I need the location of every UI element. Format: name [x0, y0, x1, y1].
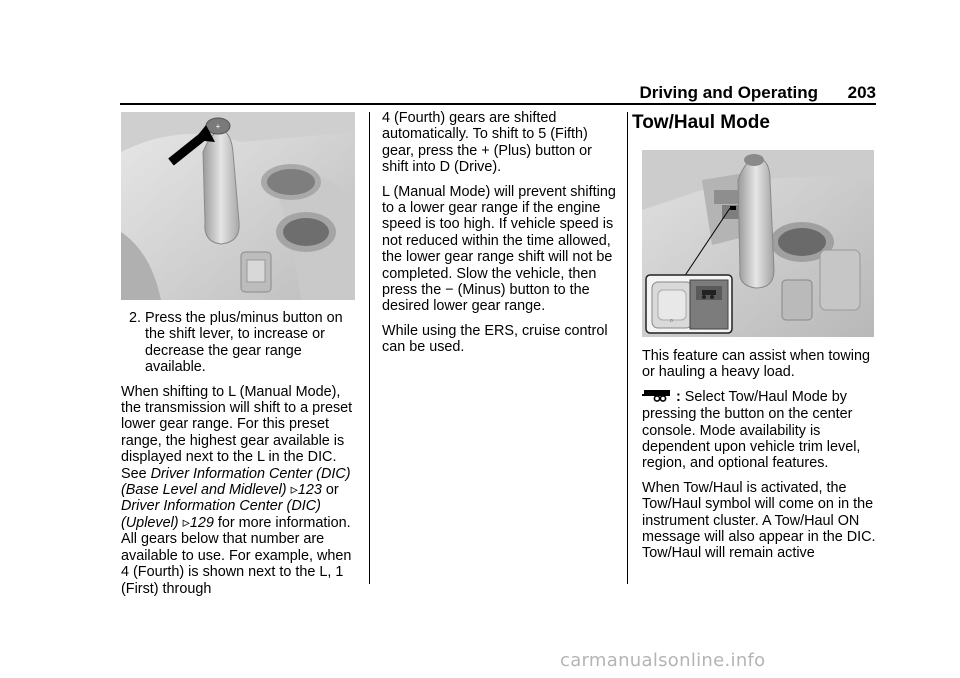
watermark: carmanualsonline.info: [560, 650, 766, 671]
xref-page-123[interactable]: 123: [297, 482, 322, 499]
section-title: Driving and Operating: [639, 83, 818, 102]
manual-mode-prevent-paragraph: L (Manual Mode) will prevent shifting to a lower gear range if the engine speed is too high. If vehicle speed is not reduced within the time allowed, the lower gear range shift will not be completed. Slow the vehicle, then press the − (Minus) button to the desired lower gear range.: [382, 183, 616, 315]
column-1-text: [121, 310, 359, 605]
more-info-text: for more information. All gears below that number are available to use. For example, when 4 (Fourth) is shown next to the L, 1 (First) through: [121, 514, 352, 597]
column-divider-2: [627, 112, 628, 584]
page-header: [622, 80, 876, 104]
step-number: 2.: [129, 310, 142, 326]
tow-haul-select-text: Select Tow/Haul Mode by pressing the button on the center console. Mode availability is dependent upon vehicle trim level, region, and optional features.: [642, 388, 861, 472]
tow-haul-illustration: [642, 150, 874, 337]
manual-mode-text: When shifting to L (Manual Mode), the transmission will shift to a preset lower gear range. For this preset range, the highest gear available is displayed next to the L in the DIC. See: [121, 383, 353, 482]
step-text: Press the plus/minus button on the shift lever, to increase or decrease the gear range available.: [145, 310, 343, 376]
shift-lever-illustration: [121, 112, 355, 300]
tow-haul-icon: [642, 389, 672, 406]
page-number: 203: [847, 83, 876, 102]
shift-lever-figure: [121, 112, 355, 300]
page-ref-arrow-icon: ▹: [182, 514, 190, 531]
tow-haul-intro-paragraph: This feature can assist when towing or hauling a heavy load.: [642, 348, 870, 381]
manual-mode-paragraph: [121, 384, 359, 597]
svg-text:+: +: [215, 122, 221, 131]
column-2-text: [382, 110, 618, 364]
list-item-step-2: [121, 310, 359, 376]
xref-dic-uplevel[interactable]: Driver Information Center (DIC) (Uplevel): [121, 498, 321, 531]
xref-dic-base-midlevel[interactable]: Driver Information Center (DIC) (Base Level and Midlevel): [121, 465, 351, 499]
tow-haul-activated-paragraph: When Tow/Haul is activated, the Tow/Haul symbol will come on in the instrument cluster. A Tow/Haul ON message will also appear in the DIC. Tow/Haul will remain active: [642, 479, 876, 562]
tow-haul-figure: [642, 150, 874, 337]
tow-haul-heading: Tow/Haul Mode: [632, 112, 770, 133]
shift-auto-paragraph: 4 (Fourth) gears are shifted automatically. To shift to 5 (Fifth) gear, press the + (Plus) button or shift into D (Drive).: [382, 110, 592, 176]
column-3-text: [642, 348, 878, 570]
or-word: or: [325, 482, 339, 499]
page-ref-arrow-icon: ▹: [290, 482, 298, 499]
svg-text:o: o: [670, 318, 673, 324]
ers-cruise-paragraph: While using the ERS, cruise control can be used.: [382, 322, 608, 356]
xref-page-129[interactable]: 129: [189, 514, 214, 531]
column-divider-1: [369, 112, 370, 584]
tow-haul-select-paragraph: [642, 389, 878, 472]
tow-haul-icon-colon: :: [676, 388, 681, 405]
header-rule: [120, 103, 876, 105]
